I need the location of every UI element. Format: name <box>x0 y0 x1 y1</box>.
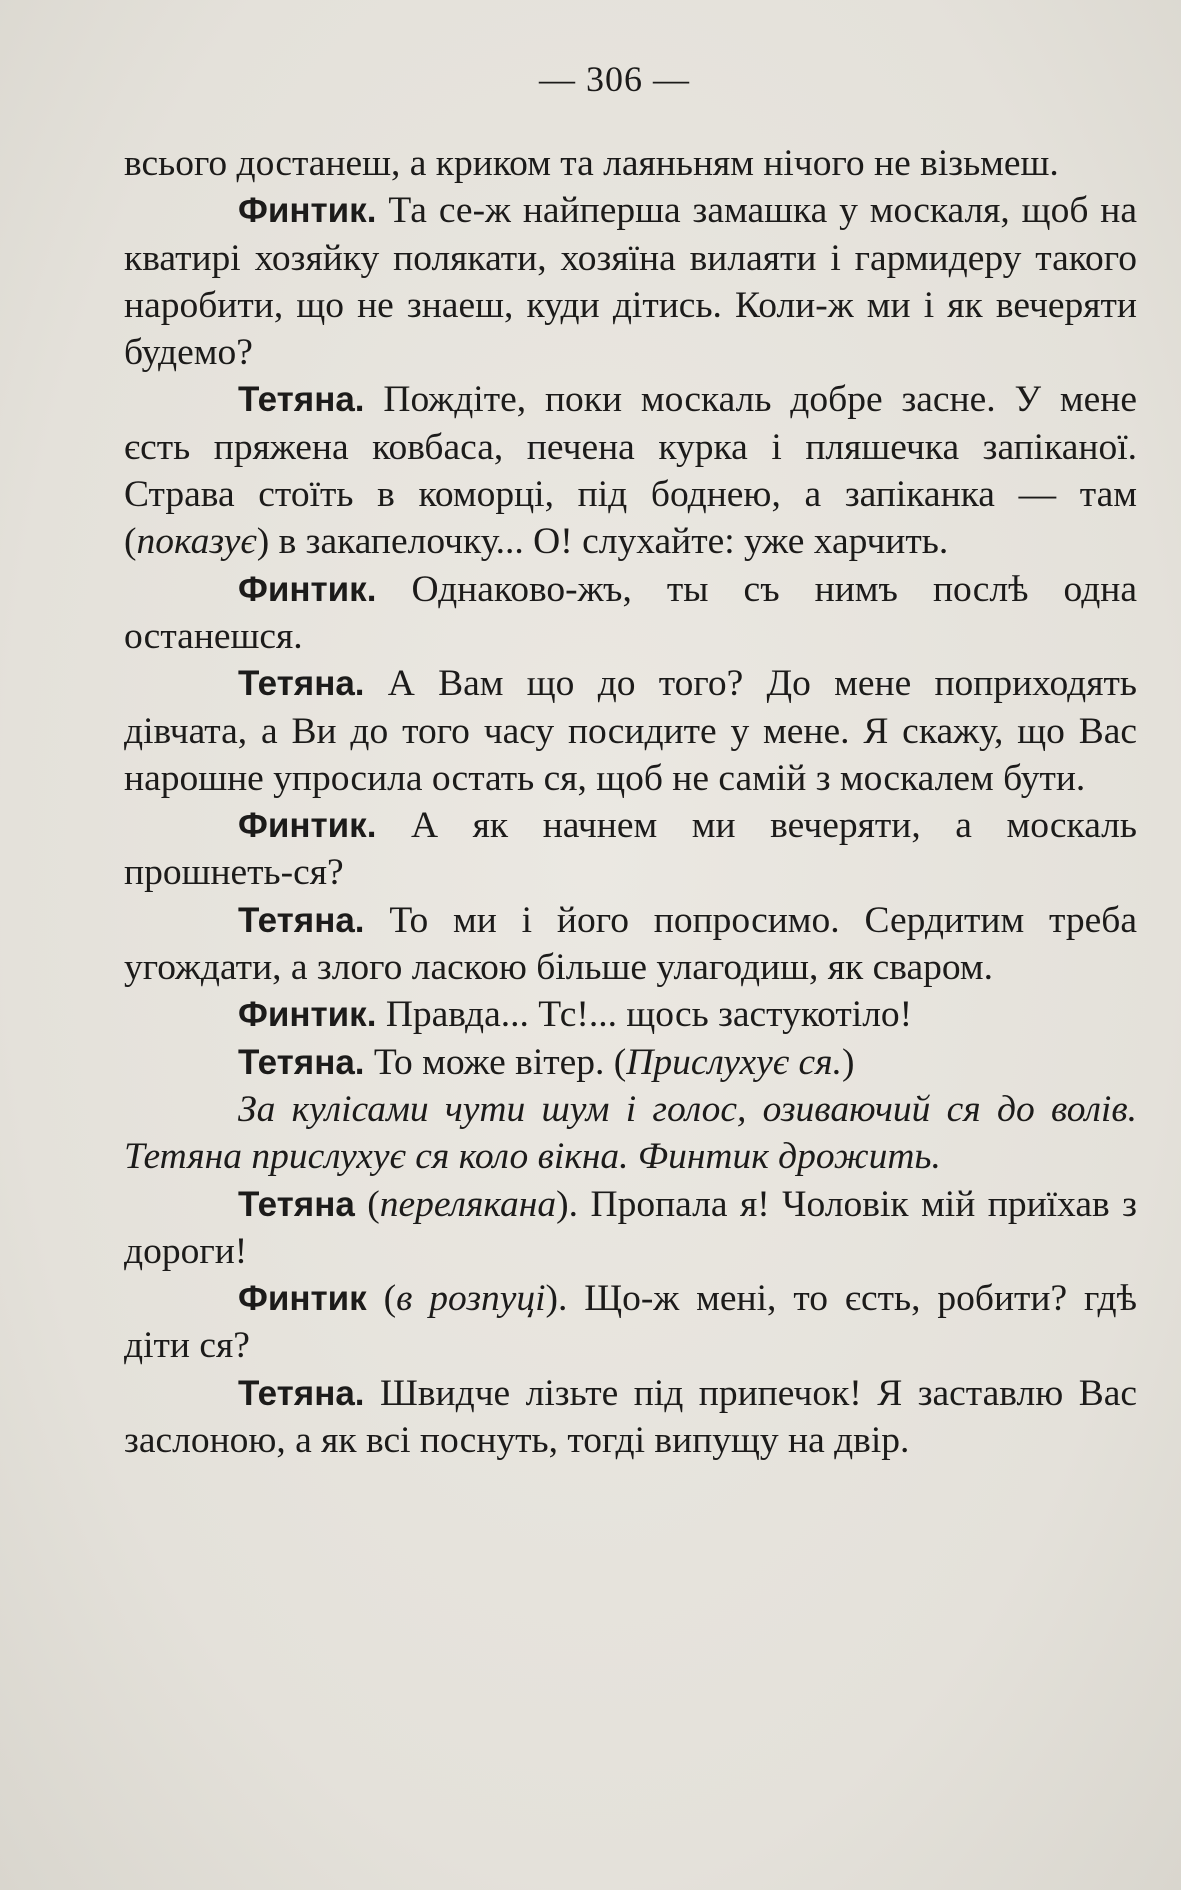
dialogue-line <box>124 660 1137 802</box>
line-text: ). Що-ж мені, то єсть, робити? гдѣ діти ся? <box>124 1278 1137 1367</box>
stage-note: перелякана <box>379 1183 557 1225</box>
dialogue-line <box>124 187 1137 376</box>
speaker-name: Финтик. <box>238 569 377 609</box>
continued-paragraph <box>124 140 1137 187</box>
stage-note: Прислухує ся. <box>626 1041 842 1083</box>
line-text: ( <box>366 1278 397 1320</box>
dialogue-line <box>124 897 1137 992</box>
line-text: То ми і його попросимо. Сердитим треба угождати, а злого ласкою більше улагодиш, як сваром. <box>124 899 1137 989</box>
line-text: Пождіте, поки москаль добре засне. У мене єсть пряжена ковбаса, печена курка і пляшечка запіканої. Страва стоїть в коморці, під боднею, а запіканка — там ( <box>124 379 1137 563</box>
speaker-name: Тетяна. <box>238 900 365 940</box>
line-text: Однаково-жъ, ты съ нимъ послѣ одна останешся. <box>124 568 1137 657</box>
speaker-name: Финтик. <box>238 806 377 846</box>
dialogue-line <box>124 1039 1137 1086</box>
line-text: А Вам що до того? До мене поприходять дівчата, а Ви до того часу посидите у мене. Я скажу, що Вас нарошне упросила остать ся, щоб не самій з москалем бути. <box>124 663 1137 799</box>
dialogue-line <box>124 1370 1137 1465</box>
line-text: А як начнем ми вечеряти, а москаль прошнеть-ся? <box>124 805 1137 894</box>
line-text: То може вітер. ( <box>364 1041 627 1083</box>
stage-note: показує <box>136 521 257 563</box>
line-text: ) в закапелочку... О! слухайте: уже харчить. <box>256 521 949 563</box>
page-text <box>124 140 1137 1464</box>
speaker-name: Финтик. <box>238 191 377 231</box>
line-text: Та се-ж найперша замашка у москаля, щоб на кватирі хозяйку полякати, хозяїна вилаяти і гармидеру такого наробити, що не знаеш, куди дітись. Коли-ж ми і як вечеряти будемо? <box>124 190 1137 374</box>
dialogue-line <box>124 802 1137 897</box>
line-text: Правда... Тс!... щось застукотіло! <box>376 994 913 1036</box>
line-text: всього достанеш, а криком та лаяньням нічого не візьмеш. <box>124 143 1059 184</box>
page-number: — 306 — <box>539 59 690 99</box>
dialogue-line <box>124 566 1137 661</box>
speaker-name: Тетяна. <box>238 380 365 420</box>
speaker-name: Тетяна. <box>238 1373 365 1413</box>
speaker-name: Финтик <box>238 1279 367 1319</box>
speaker-name: Тетяна. <box>238 1042 365 1082</box>
dialogue-line <box>124 991 1137 1038</box>
dialogue-line <box>124 1181 1137 1276</box>
dialogue-line <box>124 376 1137 565</box>
line-text: ( <box>354 1183 380 1225</box>
speaker-name: Финтик. <box>238 995 377 1035</box>
stage-note: За кулісами чути шум і голос, озиваючий ся до волів. Тетяна прислухує ся коло вікна. Финтик дрожить. <box>124 1088 1137 1178</box>
line-text: Швидче лізьте під припечок! Я заставлю Вас заслоною, а як всі поснуть, тогді випущу на двір. <box>124 1372 1137 1462</box>
dialogue-line <box>124 1275 1137 1370</box>
line-text: ) <box>841 1041 855 1083</box>
speaker-name: Тетяна. <box>238 664 365 704</box>
line-text: ). Пропала я! Чоловік мій приїхав з дороги! <box>124 1183 1137 1272</box>
stage-direction <box>124 1086 1137 1181</box>
stage-note: в розпуці <box>396 1278 546 1320</box>
speaker-name: Тетяна <box>238 1184 355 1224</box>
